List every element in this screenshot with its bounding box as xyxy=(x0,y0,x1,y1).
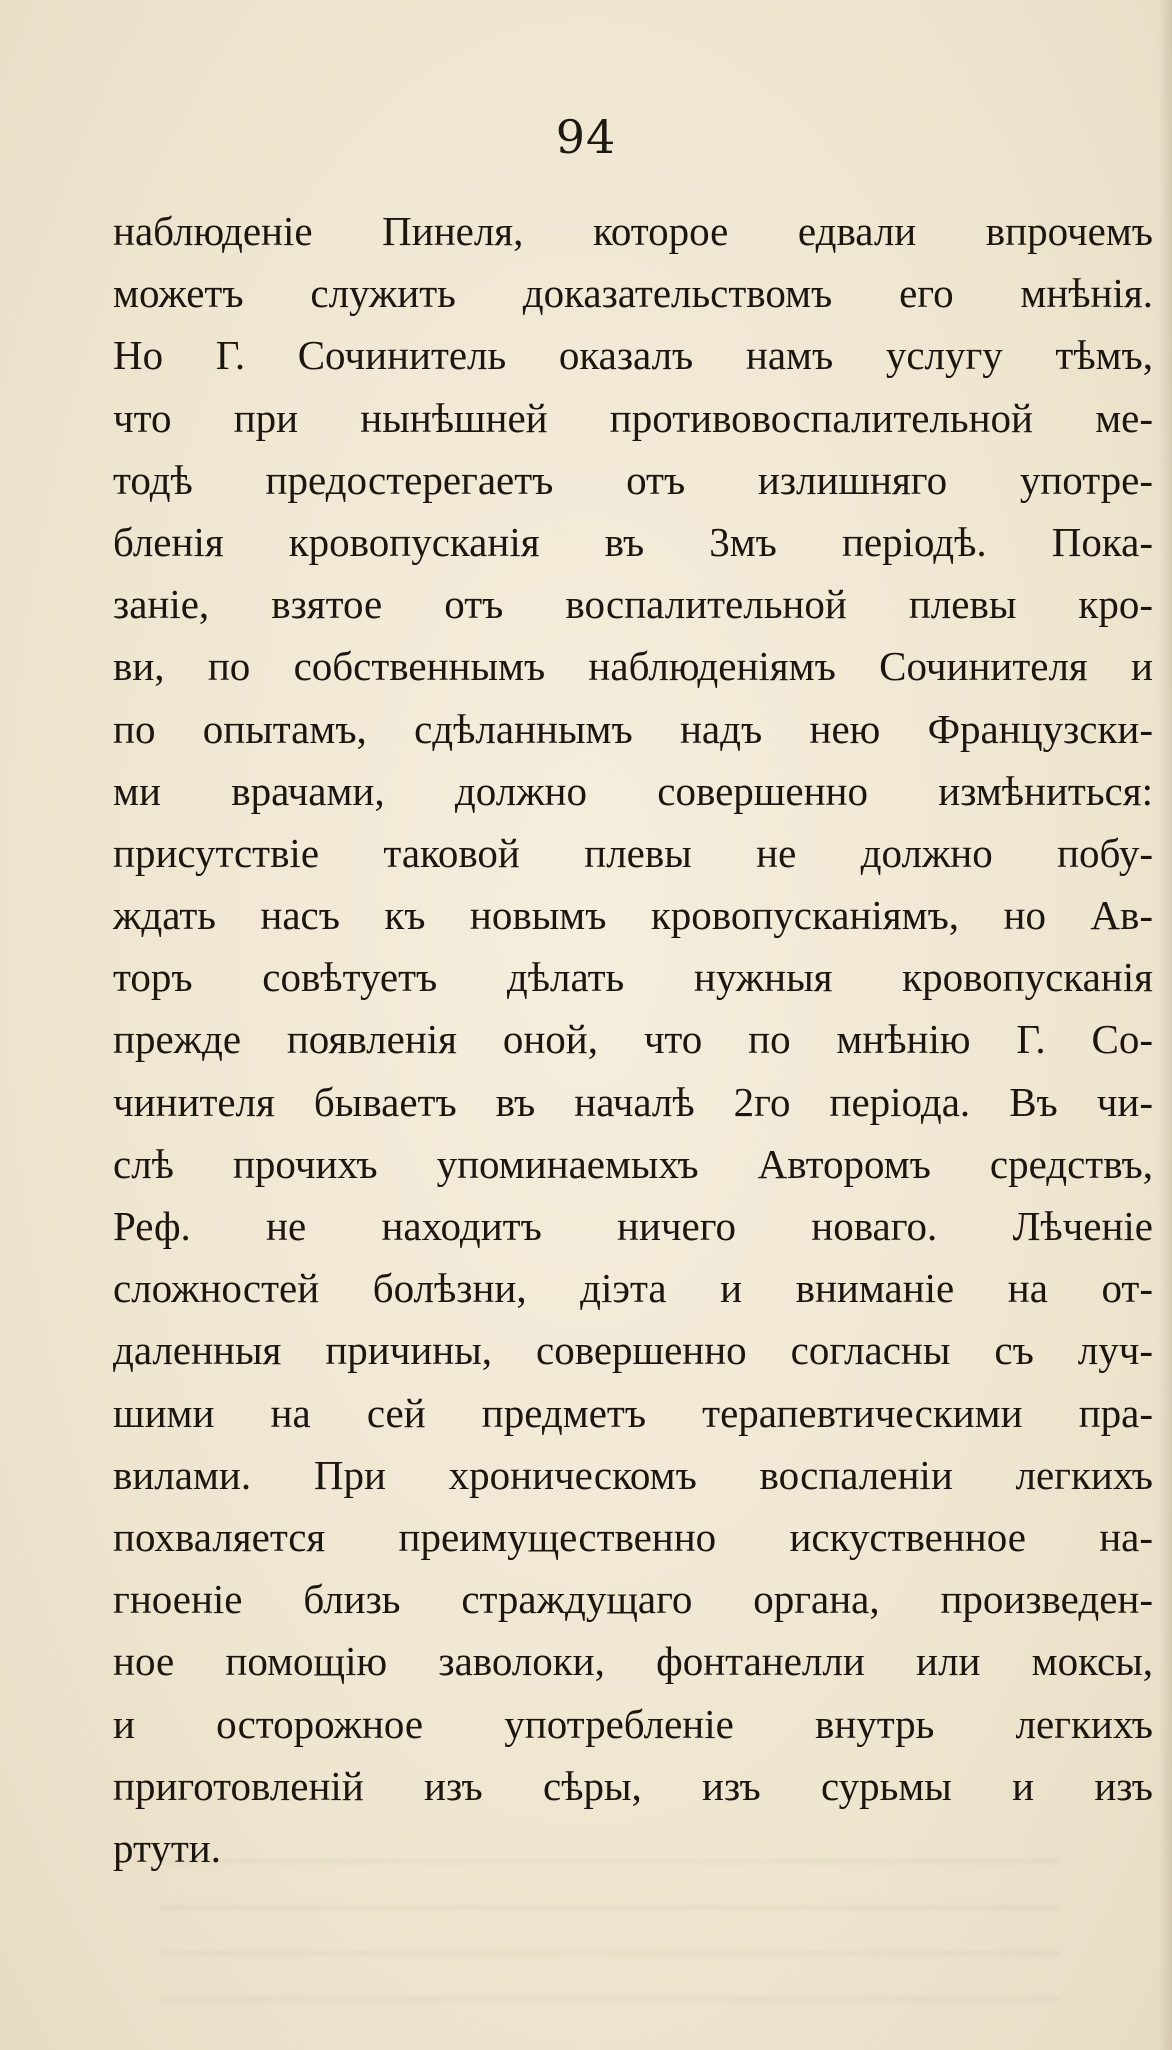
text-line: похваляется преимущественно искуственное на- xyxy=(113,1513,1153,1560)
text-line: ми врачами, должно совершенно измѣниться: xyxy=(113,767,1153,814)
text-line: ви, по собственнымъ наблюденіямъ Сочинителя и xyxy=(113,643,1153,690)
text-line: заніе, взятое отъ воспалительной плевы кро- xyxy=(113,581,1153,628)
text-line: Реф. не находитъ ничего новаго. Лѣченіе xyxy=(113,1203,1153,1249)
text-line: ное помощію заволоки, фонтанелли или моксы, xyxy=(113,1638,1153,1685)
body-text xyxy=(113,200,1153,1879)
text-line: чинителя бываетъ въ началѣ 2го періода. Въ чи- xyxy=(113,1078,1153,1125)
text-line: сложностей болѣзни, діэта и вниманіе на от- xyxy=(113,1265,1153,1312)
text-line: слѣ прочихъ упоминаемыхъ Авторомъ средствъ, xyxy=(113,1140,1153,1187)
text-line: вилами. При хроническомъ воспаленіи легкихъ xyxy=(113,1451,1153,1498)
text-line: торъ совѣтуетъ дѣлать нужныя кровопусканія xyxy=(113,954,1153,1001)
text-line: ждать насъ къ новымъ кровопусканіямъ, но Ав- xyxy=(113,892,1153,939)
text-line: тодѣ предостерегаетъ отъ излишняго употре- xyxy=(113,456,1153,503)
text-line: по опытамъ, сдѣланнымъ надъ нею Французски- xyxy=(113,705,1153,752)
text-line: присутствіе таковой плевы не должно побу- xyxy=(113,829,1153,876)
page-edge-shadow xyxy=(1158,0,1172,2050)
text-line: Но Г. Сочинитель оказалъ намъ услугу тѣмъ, xyxy=(113,332,1153,379)
text-line: бленія кровопусканія въ 3мъ періодѣ. Пока- xyxy=(113,518,1153,565)
text-line: и осторожное употребленіе внутрь легкихъ xyxy=(113,1700,1153,1747)
text-line: наблюденіе Пинеля, которое едвали впрочемъ xyxy=(113,208,1153,254)
text-line: прежде появленія оной, что по мнѣнію Г. Со- xyxy=(113,1016,1153,1063)
page-number: 94 xyxy=(555,110,617,164)
text-line: даленныя причины, совершенно согласны съ луч- xyxy=(113,1327,1153,1374)
text-line: гноеніе близь страждущаго органа, произведен- xyxy=(113,1576,1153,1623)
text-line: можетъ служить доказательствомъ его мнѣнія. xyxy=(113,270,1153,317)
text-line: что при нынѣшней противовоспалительной ме- xyxy=(113,394,1153,441)
text-line: шими на сей предметъ терапевтическими пра- xyxy=(113,1389,1153,1436)
show-through-text xyxy=(160,1860,1060,2010)
text-line: приготовленій изъ сѣры, изъ сурьмы и изъ xyxy=(113,1762,1153,1809)
text-line-last: ртути. xyxy=(113,1824,221,1871)
